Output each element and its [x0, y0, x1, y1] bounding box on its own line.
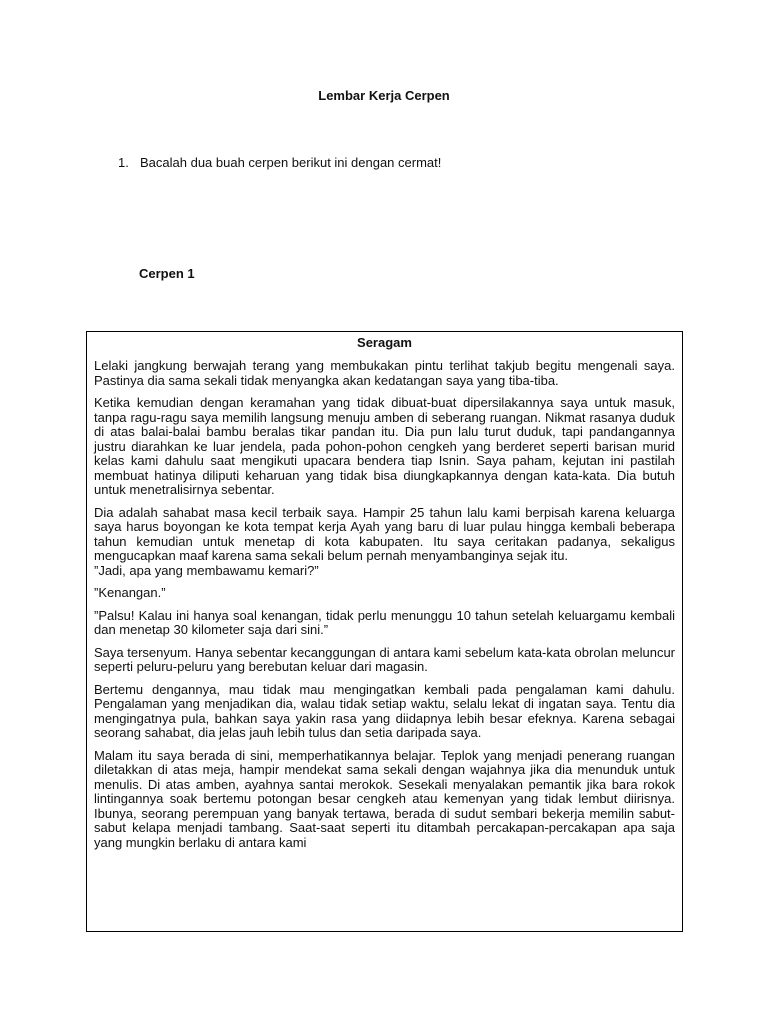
story-box [86, 331, 683, 932]
story-dialogue: ”Palsu! Kalau ini hanya soal kenangan, tidak perlu menunggu 10 tahun setelah keluargamu kembali dan menetap 30 kilometer saja dari sini.” [94, 607, 675, 637]
story-dialogue: ”Jadi, apa yang membawamu kemari?” [94, 562, 319, 578]
story-paragraph: Ketika kemudian dengan keramahan yang tidak dibuat-buat dipersilakannya saya untuk masuk, tanpa ragu-ragu saya memilih langsung menuju amben di seberang ruangan. Nikmat rasanya duduk di atas balai-balai bambu beralas tikar pandan itu. Dia pun lalu turut duduk, tapi pandangannya justru diarahkan ke luar jendela, pada pohon-pohon cengkeh yang berderet seperti barisan murid kelas kami dahulu saat mengikuti upacara bendera tiap Isnin. Saya paham, kejutan ini pastilah membuat hatinya diliputi keharuan yang tidak bisa diungkapkannya dengan kata-kata. Dia butuh untuk menetralisirnya sebentar. [94, 395, 675, 497]
instruction-number: 1. [118, 155, 129, 170]
instruction-item [118, 155, 441, 170]
instruction-text: Bacalah dua buah cerpen berikut ini dengan cermat! [140, 155, 442, 170]
story-dialogue: ”Kenangan.” [94, 585, 166, 600]
story-paragraph: Saya tersenyum. Hanya sebentar kecanggungan di antara kami sebelum kata-kata obrolan meluncur seperti peluru-peluru yang berebutan keluar dari magasin. [94, 644, 676, 674]
story-label: Cerpen 1 [139, 266, 195, 281]
story-paragraph: Dia adalah sahabat masa kecil terbaik saya. Hampir 25 tahun lalu kami berpisah karena keluarga saya harus boyongan ke kota tempat kerja Ayah yang baru di luar pulau hingga kembali beberapa tahun kemudian untuk menetap di kota kabupaten. Itu saya ceritakan padanya, sekaligus mengucapkan maaf karena sama sekali belum pernah menyambanginya sejak itu. [94, 504, 675, 563]
story-title: Seragam [357, 335, 412, 350]
story-paragraph: Lelaki jangkung berwajah terang yang membukakan pintu terlihat takjub begitu mengenali saya. Pastinya dia sama sekali tidak menyangka akan kedatangan saya yang tiba-tiba. [94, 358, 675, 388]
document-title: Lembar Kerja Cerpen [318, 88, 450, 103]
story-paragraph: Malam itu saya berada di sini, memperhatikannya belajar. Teplok yang menjadi penerang ruangan diletakkan di atas meja, hampir mendekat sama sekali dengan wajahnya jika dia menunduk untuk menulis. Di atas amben, ayahnya santai merokok. Sesekali menyalakan pemantik jika bara rokok lintingannya soak bertemu potongan besar cengkeh atau kemenyan yang tidak lembut diirisnya. Ibunya, seorang perempuan yang banyak tertawa, berada di sudut sembari bekerja memilin sabut-sabut kelapa menjadi tambang. Saat-saat seperti itu ditambah percakapan-percakapan apa saja yang mungkin berlaku di antara kami [94, 747, 675, 850]
story-paragraph: Bertemu dengannya, mau tidak mau mengingatkan kembali pada pengalaman kami dahulu. Pengalaman yang menjadikan dia, walau tidak setiap waktu, selalu lekat di ingatan saya. Tentu dia mengingatnya pula, bahkan saya yakin rasa yang diidapnya lebih besar efeknya. Karena sebagai seorang sahabat, dia jelas jauh lebih tulus dan setia daripada saya. [94, 681, 675, 740]
